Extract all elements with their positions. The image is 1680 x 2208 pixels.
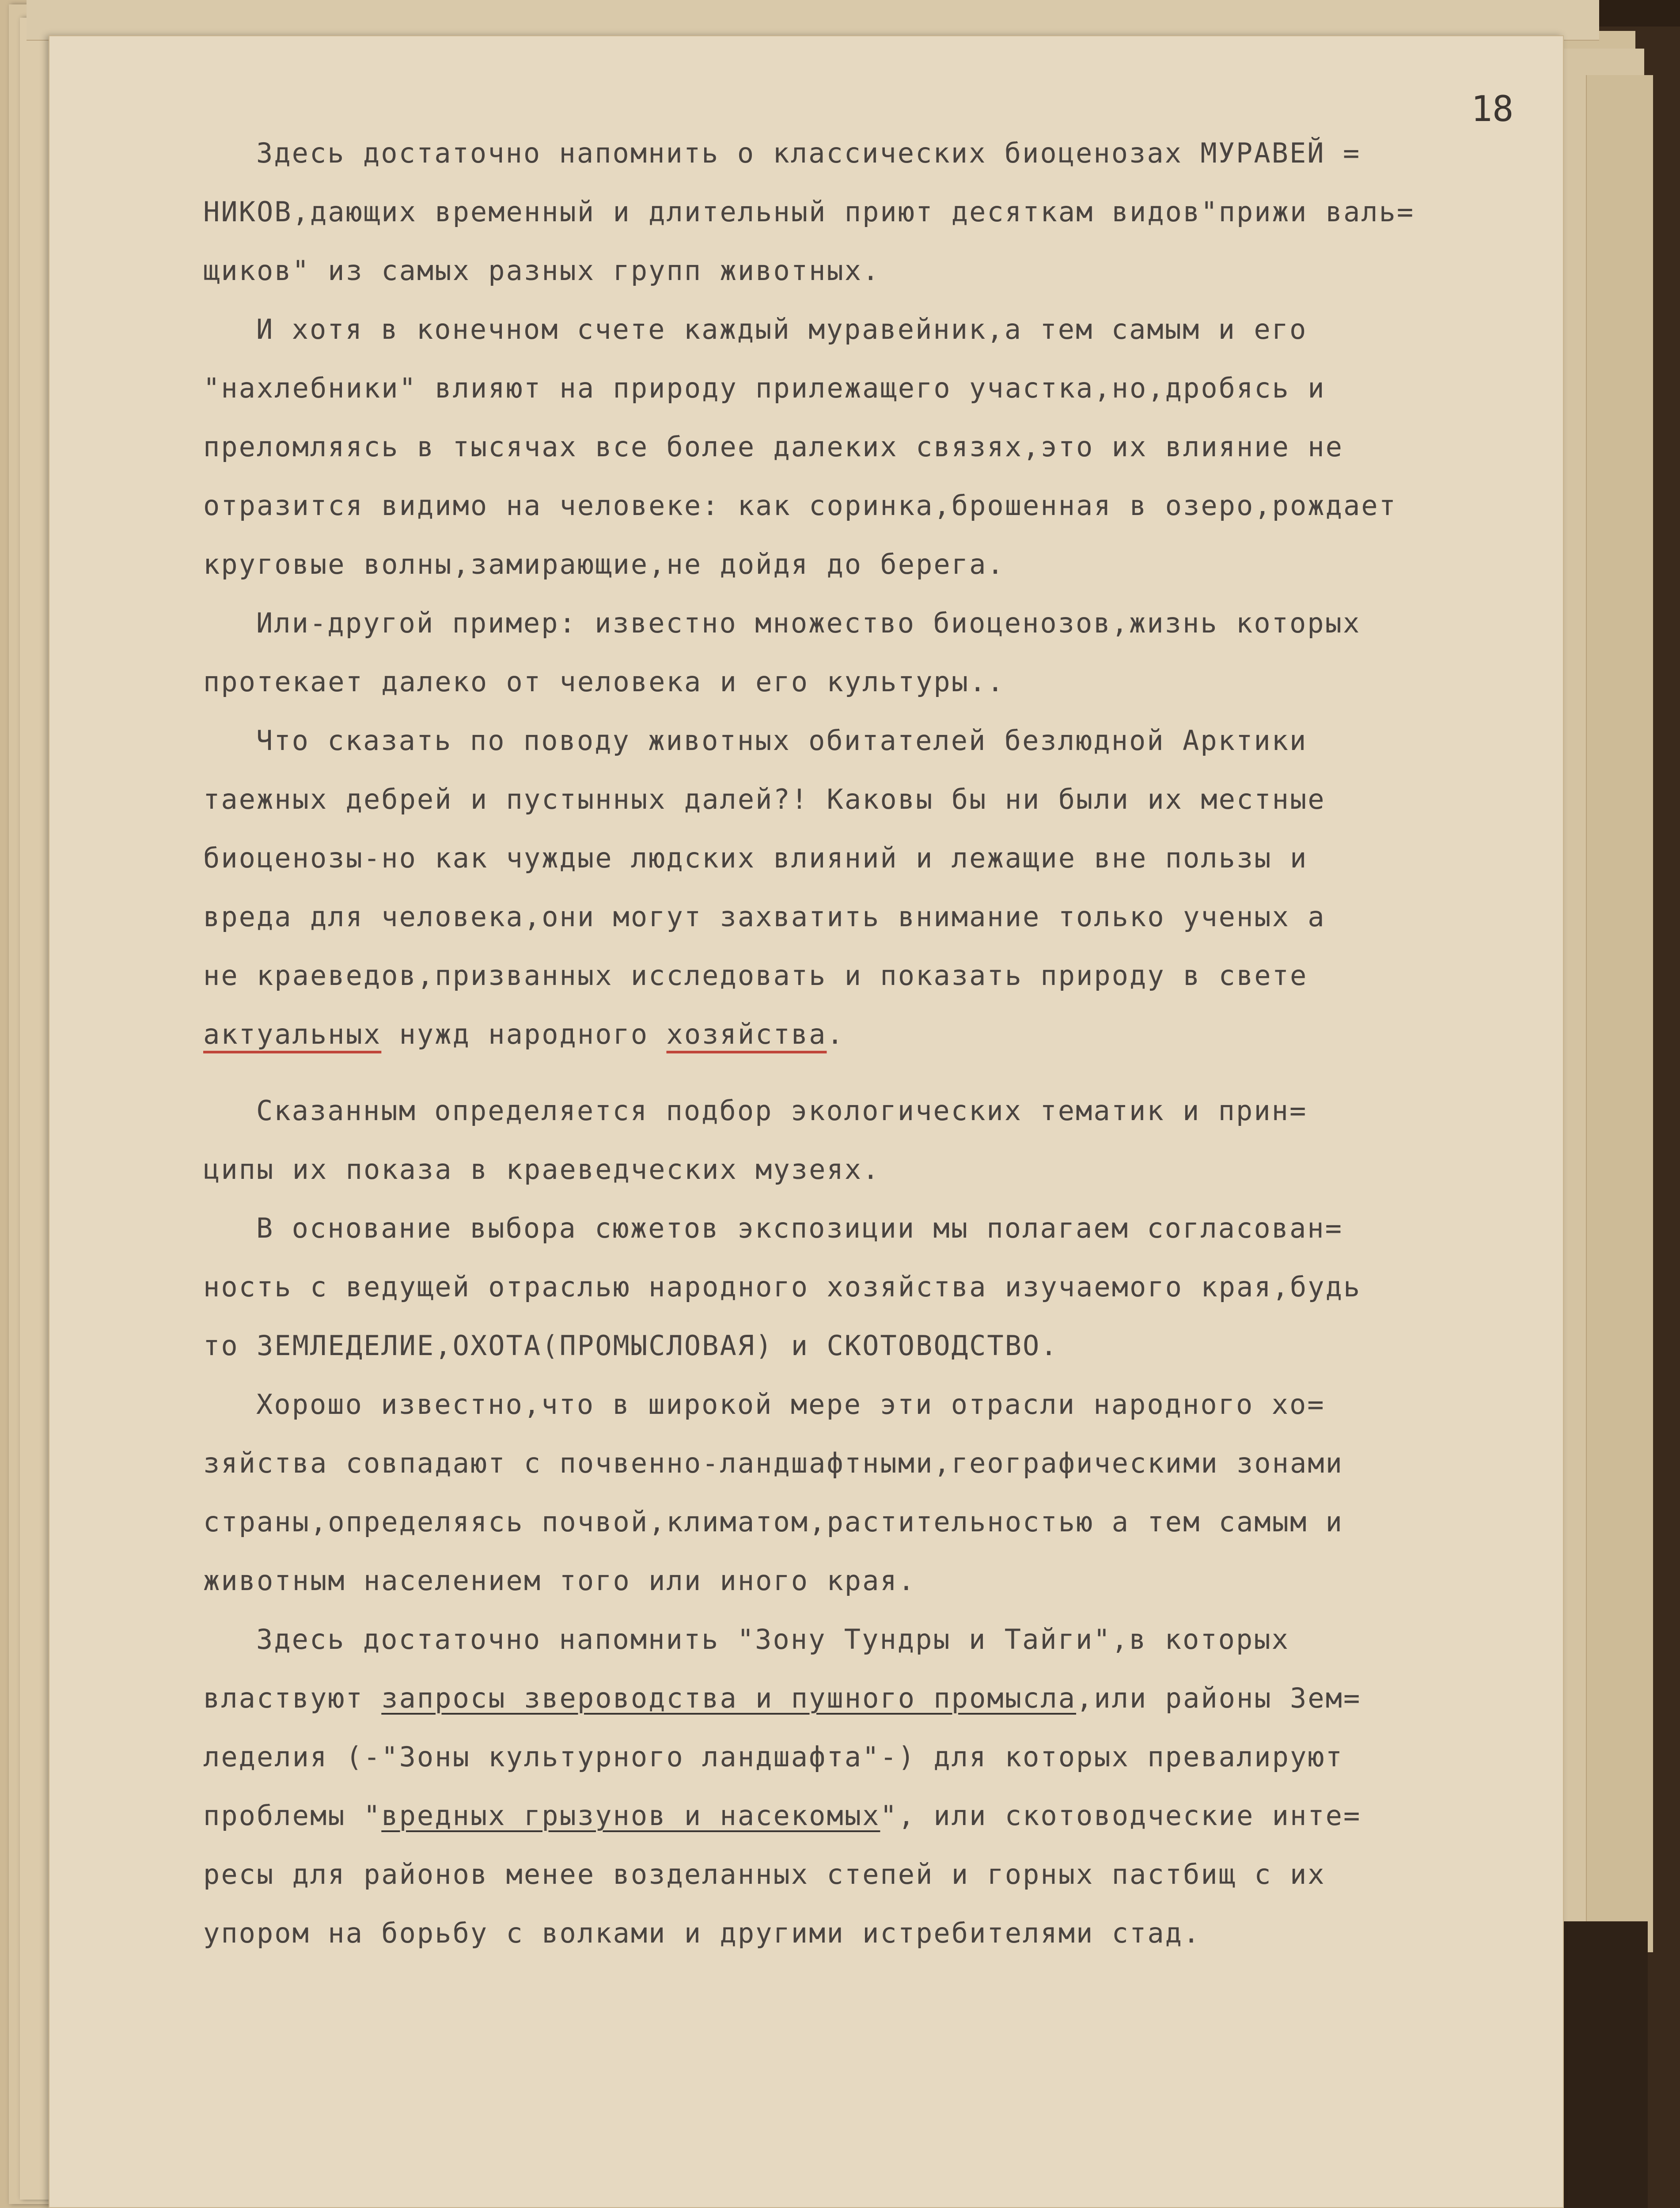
text-line: зяйства совпадают с почвенно-ландшафтными,географическими зонами — [203, 1447, 1343, 1479]
text-line: отразится видимо на человеке: как соринка,брошенная в озеро,рождает — [203, 489, 1397, 522]
text-line: Здесь достаточно напомнить о классических биоценозах МУРАВЕЙ = — [256, 137, 1361, 169]
underlined-phrase: актуальных — [203, 1018, 382, 1050]
text-line: В основание выбора сюжетов экспозиции мы полагаем согласован= — [256, 1212, 1343, 1244]
text-line: ресы для районов менее возделанных степей и горных пастбищ с их — [203, 1858, 1326, 1890]
text-fragment: . — [827, 1018, 845, 1050]
text-fragment: ", или скотоводческие инте= — [880, 1799, 1361, 1832]
top-sheet-edge — [27, 0, 1599, 41]
text-fragment: властвуют — [203, 1682, 382, 1714]
page-number: 18 — [1471, 88, 1514, 129]
text-line: вреда для человека,они могут захватить внимание только ученых а — [203, 901, 1326, 933]
text-line: щиков" из самых разных групп животных. — [203, 254, 880, 287]
text-line: животным населением того или иного края. — [203, 1564, 916, 1597]
text-line: круговые волны,замирающие,не дойдя до берега. — [203, 548, 1005, 580]
text-line — [203, 1786, 1546, 1845]
text-line: Хорошо известно,что в широкой мере эти отрасли народного хо= — [256, 1388, 1325, 1420]
text-line: Или-другой пример: известно множество биоценозов,жизнь которых — [256, 607, 1361, 639]
text-line: упором на борьбу с волками и другими истребителями стад. — [203, 1917, 1201, 1949]
text-line: ципы их показа в краеведческих музеях. — [203, 1153, 880, 1185]
text-line: НИКОВ,дающих временный и длительный приют десяткам видов"прижи валь= — [203, 196, 1415, 228]
text-line — [203, 1669, 1546, 1727]
text-line: "нахлебники" влияют на природу прилежащего участка,но,дробясь и — [203, 372, 1326, 404]
text-fragment: ,или районы Зем= — [1076, 1682, 1361, 1714]
text-line: леделия (-"Зоны культурного ландшафта"-) для которых превалируют — [203, 1741, 1343, 1773]
text-line — [203, 1005, 1546, 1064]
text-line: протекает далеко от человека и его культуры.. — [203, 666, 1005, 698]
underlying-sheet — [1586, 75, 1653, 1952]
text-line: биоценозы-но как чуждые людских влияний и лежащие вне пользы и — [203, 842, 1308, 874]
text-line: Здесь достаточно напомнить "Зону Тундры и Тайги",в которых — [256, 1623, 1289, 1655]
text-line: Сказанным определяется подбор экологических тематик и прин= — [256, 1095, 1308, 1127]
underlined-phrase: хозяйства — [666, 1018, 827, 1050]
text-line: страны,определяясь почвой,климатом,растительностью а тем самым и — [203, 1506, 1343, 1538]
text-line: ность с ведущей отраслью народного хозяйства изучаемого края,будь — [203, 1271, 1361, 1303]
text-line: Что сказать по поводу животных обитателей безлюдной Арктики — [256, 724, 1308, 757]
underlined-phrase: запросы звероводства и пушного промысла — [381, 1682, 1077, 1714]
text-line: таежных дебрей и пустынных далей?! Каковы бы ни были их местные — [203, 783, 1326, 815]
underlined-phrase: вредных грызунов и насекомых — [381, 1799, 880, 1832]
typewritten-text — [203, 124, 1546, 1962]
text-line: то ЗЕМЛЕДЕЛИЕ,ОХОТА(ПРОМЫСЛОВАЯ) и СКОТОВОДСТВО. — [203, 1329, 1058, 1362]
text-fragment: проблемы " — [203, 1799, 382, 1832]
text-line: не краеведов,призванных исследовать и показать природу в свете — [203, 959, 1308, 992]
text-line: И хотя в конечном счете каждый муравейник,а тем самым и его — [256, 313, 1308, 345]
text-fragment: нужд народного — [381, 1018, 667, 1050]
text-line: преломляясь в тысячах все более далеких связях,это их влияние не — [203, 431, 1343, 463]
